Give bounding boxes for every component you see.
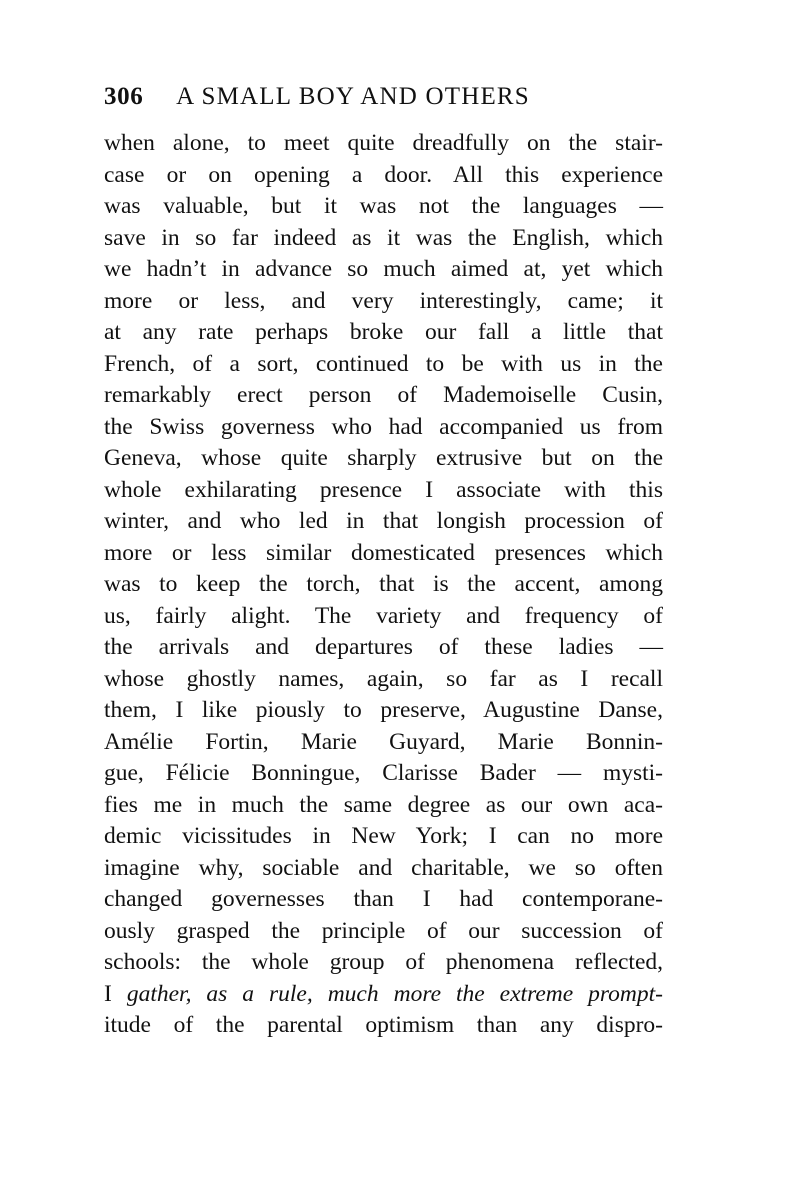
book-title: A SMALL BOY AND OTHERS [176,83,530,110]
text-line: imagine why, sociable and charitable, we so often [104,854,663,881]
text-line: case or on opening a door. All this experience [104,161,663,188]
text-line: when alone, to meet quite dreadfully on the stair- [104,130,663,156]
italic-text-line [104,979,663,1011]
text-line: was to keep the torch, that is the accent, among [104,571,663,597]
text-line: Geneva, whose quite sharply extrusive but on the [104,445,663,471]
text-line: save in so far indeed as it was the English, which [104,224,663,251]
page-number: 306 [104,83,144,110]
text-line: demic vicissitudes in New York; I can no more [104,823,663,849]
text-line: more or less, and very interestingly, came; it [104,287,663,314]
text-line: Amélie Fortin, Marie Guyard, Marie Bonnin- [104,728,663,755]
text-line: the arrivals and departures of these ladies — [104,634,663,660]
body-text [104,128,663,1042]
text-line: more or less similar domesticated presences which [104,539,663,566]
text-line: remarkably erect person of Mademoiselle Cusin, [104,382,663,408]
text-line: was valuable, but it was not the languages — [104,193,663,219]
running-head [104,80,664,114]
text-line: French, of a sort, continued to be with us in the [104,350,663,377]
text-line: gue, Félicie Bonningue, Clarisse Bader — mysti- [104,760,663,786]
text-line: winter, and who led in that longish procession of [104,508,663,534]
text-line: changed governesses than I had contemporane- [104,886,663,912]
text-line: the Swiss governess who had accompanied us from [104,413,663,440]
text-line: fies me in much the same degree as our own aca- [104,791,663,818]
text-line: them, I like piously to preserve, Augustine Danse, [104,697,663,723]
text-line: at any rate perhaps broke our fall a little that [104,319,663,345]
text-line: schools: the whole group of phenomena reflected, [104,949,663,975]
final-text-line: itude of the parental optimism than any dispro- [104,1012,663,1038]
text-line: we hadn’t in advance so much aimed at, yet which [104,256,663,282]
italic-line-start: I [104,980,127,1007]
text-line: ously grasped the principle of our succession of [104,917,663,944]
text-line: us, fairly alight. The variety and frequency of [104,602,663,629]
text-line: whole exhilarating presence I associate with this [104,476,663,503]
text-line: whose ghostly names, again, so far as I recall [104,665,663,692]
italic-phrase: gather, as a rule, much more the extreme prompt- [126,980,663,1007]
